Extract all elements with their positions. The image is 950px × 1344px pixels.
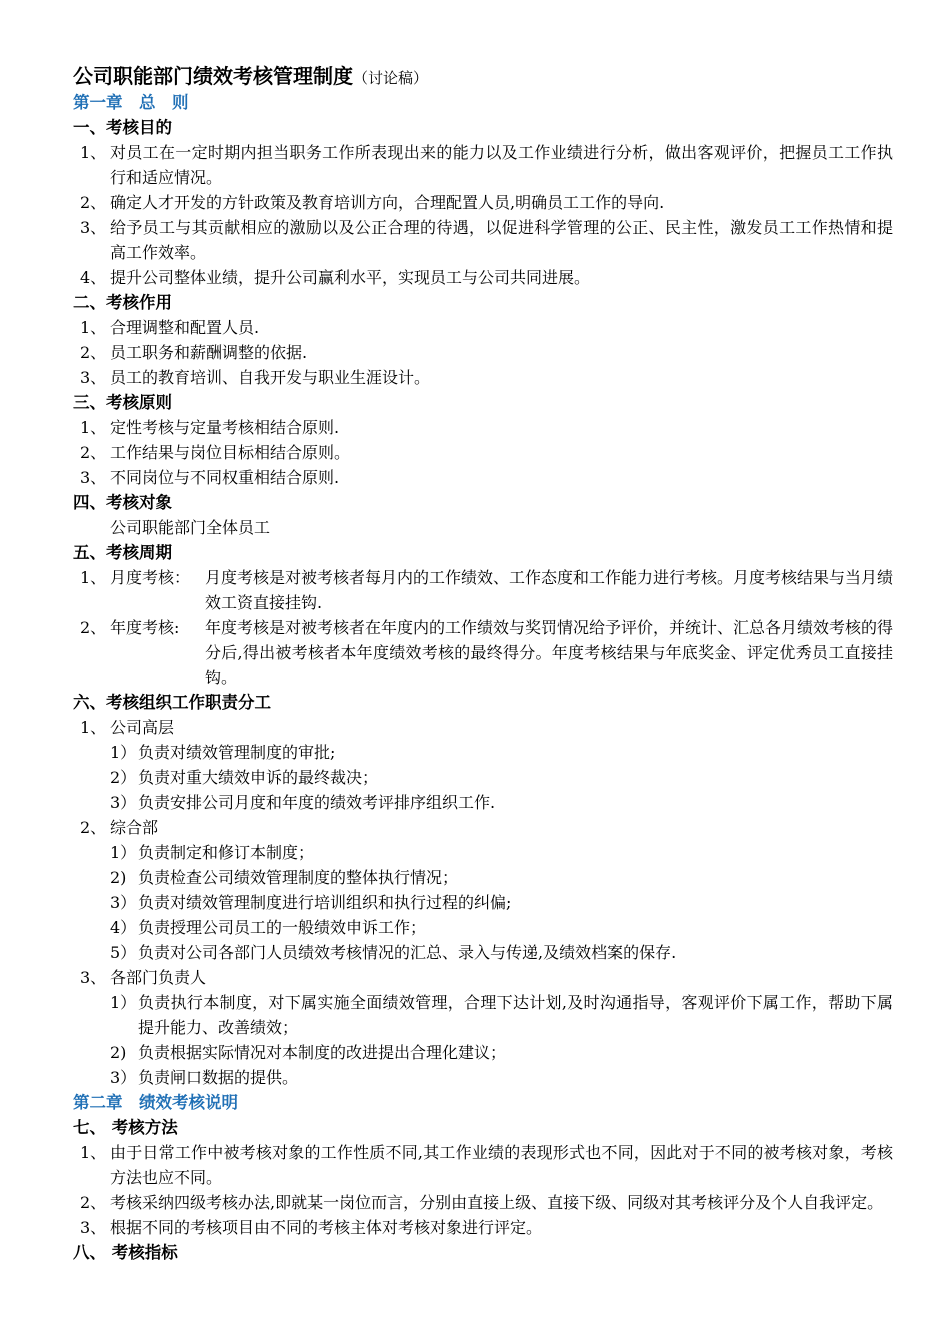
sub-list-item xyxy=(73,840,893,865)
sub-list-item xyxy=(73,915,893,940)
list-item xyxy=(73,1215,893,1240)
item-text: 负责授理公司员工的一般绩效申诉工作； xyxy=(138,918,427,937)
list-item xyxy=(73,215,893,265)
title-text: 公司职能部门绩效考核管理制度 xyxy=(73,64,353,88)
item-number: 2) xyxy=(110,868,127,887)
sub-list-item xyxy=(73,940,893,965)
item-text: 根据不同的考核项目由不同的考核主体对考核对象进行评定。 xyxy=(110,1218,543,1237)
item-number: 3） xyxy=(110,793,137,812)
chapter-heading: 第一章 总 则 xyxy=(73,93,189,112)
list-item xyxy=(73,615,893,690)
sub-list-item xyxy=(73,790,893,815)
document-title xyxy=(73,62,893,90)
sub-list-item xyxy=(73,1065,893,1090)
sub-list-item xyxy=(73,740,893,765)
list-item xyxy=(73,440,893,465)
sub-list-item xyxy=(73,865,893,890)
item-number: 3、 xyxy=(80,968,107,987)
item-number: 3、 xyxy=(80,1218,107,1237)
item-number: 1、 xyxy=(80,568,107,587)
item-number: 2、 xyxy=(80,618,107,637)
item-number: 1、 xyxy=(80,143,107,162)
list-item xyxy=(73,465,893,490)
item-number: 2) xyxy=(110,1043,127,1062)
item-text: 负责对重大绩效申诉的最终裁决； xyxy=(138,768,379,787)
item-text: 负责检查公司绩效管理制度的整体执行情况； xyxy=(138,868,459,887)
item-text: 定性考核与定量考核相结合原则. xyxy=(110,418,340,437)
item-number: 1、 xyxy=(80,318,107,337)
list-item xyxy=(73,190,893,215)
item-number: 1） xyxy=(110,843,137,862)
item-text: 工作结果与岗位目标相结合原则。 xyxy=(110,443,351,462)
section-heading: 三、考核原则 xyxy=(73,393,172,412)
paragraph-text: 公司职能部门全体员工 xyxy=(110,518,271,537)
item-number: 2、 xyxy=(80,193,107,212)
item-text: 负责根据实际情况对本制度的改进提出合理化建议； xyxy=(138,1043,507,1062)
item-number: 3、 xyxy=(80,218,107,237)
item-text: 负责制定和修订本制度； xyxy=(138,843,315,862)
item-text: 年度考核是对被考核者在年度内的工作绩效与奖罚情况给予评价，并统计、汇总各月绩效考核的得分后,得出被考核者本年度绩效考核的最终得分。年度考核结果与年底奖金、评定优秀员工直接挂钩。 xyxy=(205,618,894,687)
item-label: 月度考核： xyxy=(110,568,191,587)
item-text: 负责安排公司月度和年度的绩效考评排序组织工作. xyxy=(138,793,496,812)
title-note: （讨论稿） xyxy=(353,69,429,87)
item-number: 4） xyxy=(110,918,137,937)
item-text: 给予员工与其贡献相应的激励以及公正合理的待遇，以促进科学管理的公正、民主性，激发员工工作热情和提高工作效率。 xyxy=(110,218,893,262)
sub-list-item xyxy=(73,990,893,1040)
chapter-heading: 第二章 绩效考核说明 xyxy=(73,1093,238,1112)
item-text: 合理调整和配置人员. xyxy=(110,318,260,337)
list-item xyxy=(73,1140,893,1190)
item-text: 考核采纳四级考核办法,即就某一岗位而言，分别由直接上级、直接下级、同级对其考核评分及个人自我评定。 xyxy=(110,1193,884,1212)
list-item xyxy=(73,140,893,190)
list-item xyxy=(73,1190,893,1215)
item-number: 1） xyxy=(110,743,137,762)
item-number: 3） xyxy=(110,893,137,912)
item-label: 年度考核: xyxy=(110,618,180,637)
item-number: 2、 xyxy=(80,818,107,837)
list-item xyxy=(73,340,893,365)
item-text: 公司高层 xyxy=(110,718,175,737)
item-number: 3） xyxy=(110,1068,137,1087)
item-number: 2、 xyxy=(80,1193,107,1212)
section-heading: 四、考核对象 xyxy=(73,493,172,512)
section-heading: 五、考核周期 xyxy=(73,543,172,562)
item-number: 5） xyxy=(110,943,137,962)
item-text: 提升公司整体业绩，提升公司赢利水平，实现员工与公司共同进展。 xyxy=(110,268,591,287)
item-number: 2） xyxy=(110,768,137,787)
item-text: 负责对公司各部门人员绩效考核情况的汇总、录入与传递,及绩效档案的保存. xyxy=(138,943,677,962)
sub-list-item xyxy=(73,765,893,790)
section-heading: 一、考核目的 xyxy=(73,118,172,137)
item-number: 3、 xyxy=(80,368,107,387)
section-heading: 六、考核组织工作职责分工 xyxy=(73,693,271,712)
item-number: 4、 xyxy=(80,268,107,287)
item-text: 不同岗位与不同权重相结合原则. xyxy=(110,468,340,487)
list-item xyxy=(73,715,893,740)
item-number: 1） xyxy=(110,993,137,1012)
item-text: 负责闸口数据的提供。 xyxy=(138,1068,299,1087)
item-text: 员工的教育培训、自我开发与职业生涯设计。 xyxy=(110,368,431,387)
list-item xyxy=(73,365,893,390)
item-text: 负责执行本制度，对下属实施全面绩效管理，合理下达计划,及时沟通指导，客观评价下属工作，帮助下属提升能力、改善绩效； xyxy=(138,993,893,1037)
item-text: 确定人才开发的方针政策及教育培训方向，合理配置人员,明确员工工作的导向. xyxy=(110,193,665,212)
section-heading: 七、 考核方法 xyxy=(73,1118,178,1137)
item-number: 1、 xyxy=(80,1143,107,1162)
item-text: 综合部 xyxy=(110,818,159,837)
item-number: 1、 xyxy=(80,718,107,737)
item-text: 各部门负责人 xyxy=(110,968,207,987)
list-item xyxy=(73,565,893,615)
sub-list-item xyxy=(73,890,893,915)
item-text: 员工职务和薪酬调整的依据. xyxy=(110,343,308,362)
list-item xyxy=(73,415,893,440)
list-item xyxy=(73,815,893,840)
item-text: 由于日常工作中被考核对象的工作性质不同,其工作业绩的表现形式也不同，因此对于不同的被考核对象，考核方法也应不同。 xyxy=(110,1143,893,1187)
list-item xyxy=(73,265,893,290)
section-heading: 二、考核作用 xyxy=(73,293,172,312)
item-number: 3、 xyxy=(80,468,107,487)
sub-list-item xyxy=(73,1040,893,1065)
document-page xyxy=(73,62,893,1265)
item-number: 2、 xyxy=(80,343,107,362)
section-heading: 八、 考核指标 xyxy=(73,1243,178,1262)
item-text: 负责对绩效管理制度进行培训组织和执行过程的纠偏; xyxy=(138,893,512,912)
item-number: 1、 xyxy=(80,418,107,437)
item-number: 2、 xyxy=(80,443,107,462)
item-text: 负责对绩效管理制度的审批; xyxy=(138,743,336,762)
list-item xyxy=(73,965,893,990)
list-item xyxy=(73,315,893,340)
item-text: 月度考核是对被考核者每月内的工作绩效、工作态度和工作能力进行考核。月度考核结果与当月绩效工资直接挂钩. xyxy=(205,568,894,612)
item-text: 对员工在一定时期内担当职务工作所表现出来的能力以及工作业绩进行分析，做出客观评价，把握员工工作执行和适应情况。 xyxy=(110,143,893,187)
